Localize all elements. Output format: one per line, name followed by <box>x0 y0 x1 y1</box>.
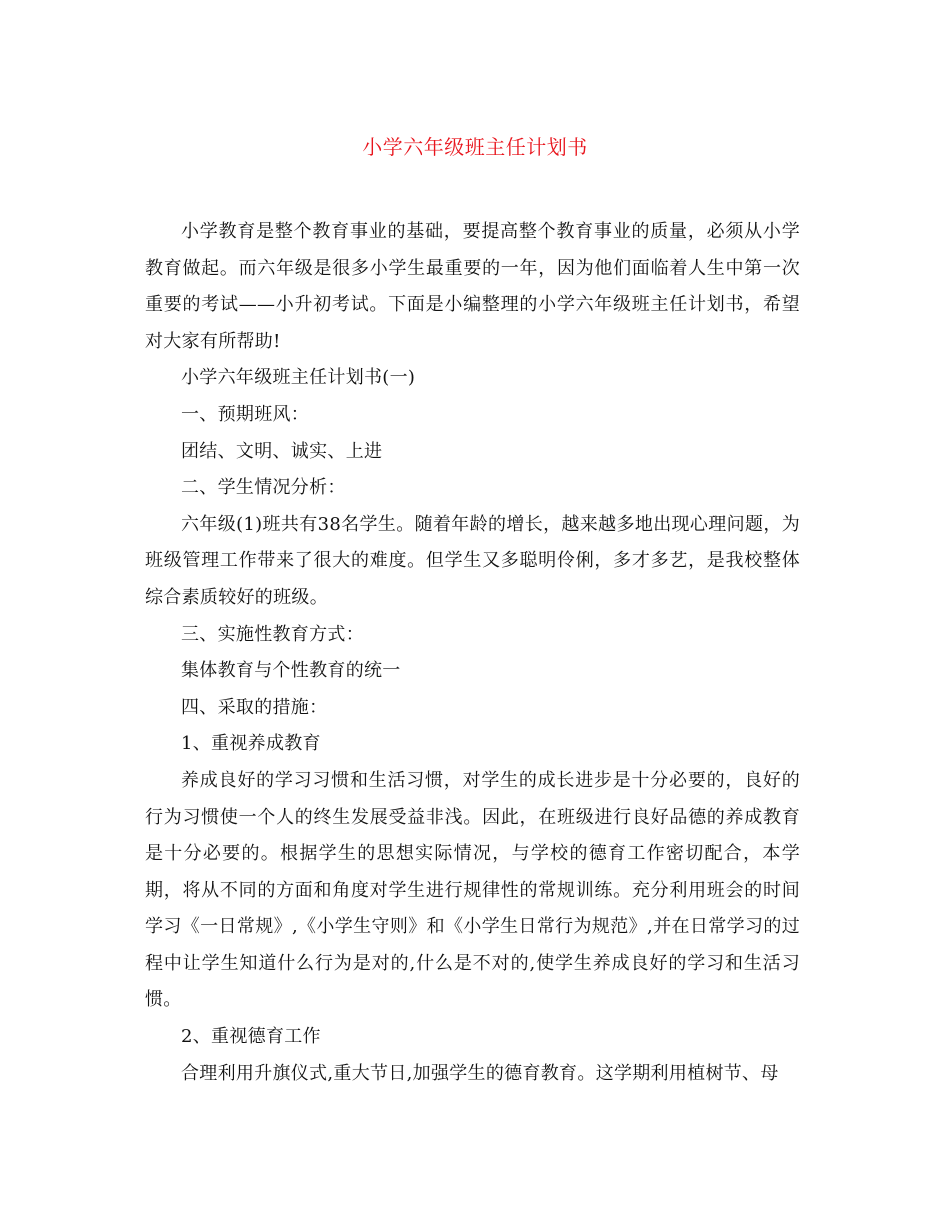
plan-subtitle: 小学六年级班主任计划书(一) <box>181 367 416 389</box>
paragraph: 养成良好的学习习惯和生活习惯，对学生的成长进步是十分必要的，良好的行为习惯使一个人的终生发展受益非浅。因此，在班级进行良好品德的养成教育是十分必要的。根据学生的思想实际情况，与学校的德育工作密切配合，本学期，将从不同的方面和角度对学生进行规律性的常规训练。充分利用班会的时间学习《一日常规》,《小学生守则》和《小学生日常行为规范》,并在日常学习的过程中让学生知道什么行为是对的,什么是不对的,使学生养成良好的学习和生活习惯。 <box>145 769 800 1011</box>
section-heading: 三、实施性教育方式： <box>181 623 364 645</box>
paragraph: 六年级(1)班共有38名学生。随着年龄的增长，越来越多地出现心理问题，为班级管理工作带来了很大的难度。但学生又多聪明伶俐，多才多艺，是我校整体综合素质较好的班级。 <box>145 513 800 608</box>
paragraph: 团结、文明、诚实、上进 <box>181 440 383 462</box>
paragraph: 合理利用升旗仪式,重大节日,加强学生的德育教育。这学期利用植树节、母 <box>181 1062 779 1084</box>
intro-paragraph: 小学教育是整个教育事业的基础，要提高整个教育事业的质量，必须从小学教育做起。而六年级是很多小学生最重要的一年，因为他们面临着人生中第一次重要的考试——小升初考试。下面是小编整理的小学六年级班主任计划书，希望对大家有所帮助! <box>145 221 800 352</box>
document-body <box>145 214 800 1092</box>
document-title: 小学六年级班主任计划书 <box>362 135 588 159</box>
paragraph: 集体教育与个性教育的统一 <box>181 660 401 682</box>
subsection-heading: 1、重视养成教育 <box>181 733 321 755</box>
section-heading: 二、学生情况分析： <box>181 477 346 499</box>
section-heading: 四、采取的措施： <box>181 696 328 718</box>
section-heading: 一、预期班风： <box>181 403 310 425</box>
subsection-heading: 2、重视德育工作 <box>181 1026 321 1048</box>
